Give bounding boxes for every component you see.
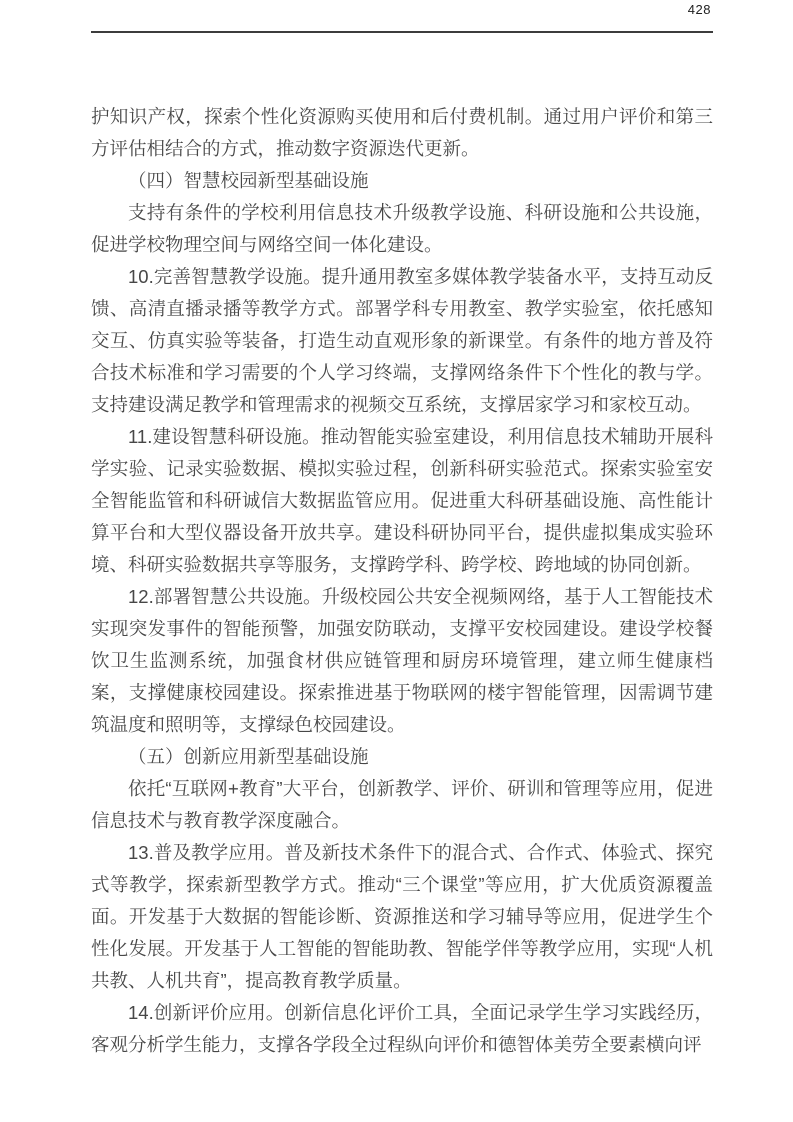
paragraph-item-10: 10.完善智慧教学设施。提升通用教室多媒体教学装备水平，支持互动反馈、高清直播录播等教学方式。部署学科专用教室、教学实验室，依托感知交互、仿真实验等装备，打造生动直观形象的新课堂。有条件的地方普及符合技术标准和学习需要的个人学习终端，支撑网络条件下个性化的教与学。支持建设满足教学和管理需求的视频交互系统，支撑居家学习和家校互动。 — [91, 266, 713, 415]
page-header — [91, 0, 713, 40]
paragraph: 依托“互联网+教育”大平台，创新教学、评价、研训和管理等应用，促进信息技术与教育教学深度融合。 — [91, 778, 713, 831]
paragraph: 支持有条件的学校利用信息技术升级教学设施、科研设施和公共设施，促进学校物理空间与网络空间一体化建设。 — [91, 202, 713, 255]
paragraph-item-12: 12.部署智慧公共设施。升级校园公共安全视频网络，基于人工智能技术实现突发事件的智能预警，加强安防联动，支撑平安校园建设。建设学校餐饮卫生监测系统，加强食材供应链管理和厨房环境管理，建立师生健康档案，支撑健康校园建设。探索推进基于物联网的楼宇智能管理，因需调节建筑温度和照明等，支撑绿色校园建设。 — [91, 586, 713, 735]
paragraph-continuation: 护知识产权，探索个性化资源购买使用和后付费机制。通过用户评价和第三方评估相结合的方式，推动数字资源迭代更新。 — [91, 106, 713, 159]
paragraph-item-11: 11.建设智慧科研设施。推动智能实验室建设，利用信息技术辅助开展科学实验、记录实验数据、模拟实验过程，创新科研实验范式。探索实验室安全智能监管和科研诚信大数据监管应用。促进重大科研基础设施、高性能计算平台和大型仪器设备开放共享。建设科研协同平台，提供虚拟集成实验环境、科研实验数据共享等服务，支撑跨学科、跨学校、跨地域的协同创新。 — [91, 426, 713, 575]
section-heading-4: （四）智慧校园新型基础设施 — [128, 170, 369, 191]
header-rule — [91, 31, 713, 33]
paragraph-item-14: 14.创新评价应用。创新信息化评价工具，全面记录学生学习实践经历，客观分析学生能力，支撑各学段全过程纵向评价和德智体美劳全要素横向评 — [91, 1002, 713, 1055]
paragraph-item-13: 13.普及教学应用。普及新技术条件下的混合式、合作式、体验式、探究式等教学，探索新型教学方式。推动“三个课堂”等应用，扩大优质资源覆盖面。开发基于大数据的智能诊断、资源推送和学习辅导等应用，促进学生个性化发展。开发基于人工智能的智能助教、智能学伴等教学应用，实现“人机共教、人机共育”，提高教育教学质量。 — [91, 842, 713, 991]
page-number: 428 — [687, 2, 711, 17]
document-body — [91, 101, 713, 1061]
section-heading-5: （五）创新应用新型基础设施 — [128, 746, 369, 767]
